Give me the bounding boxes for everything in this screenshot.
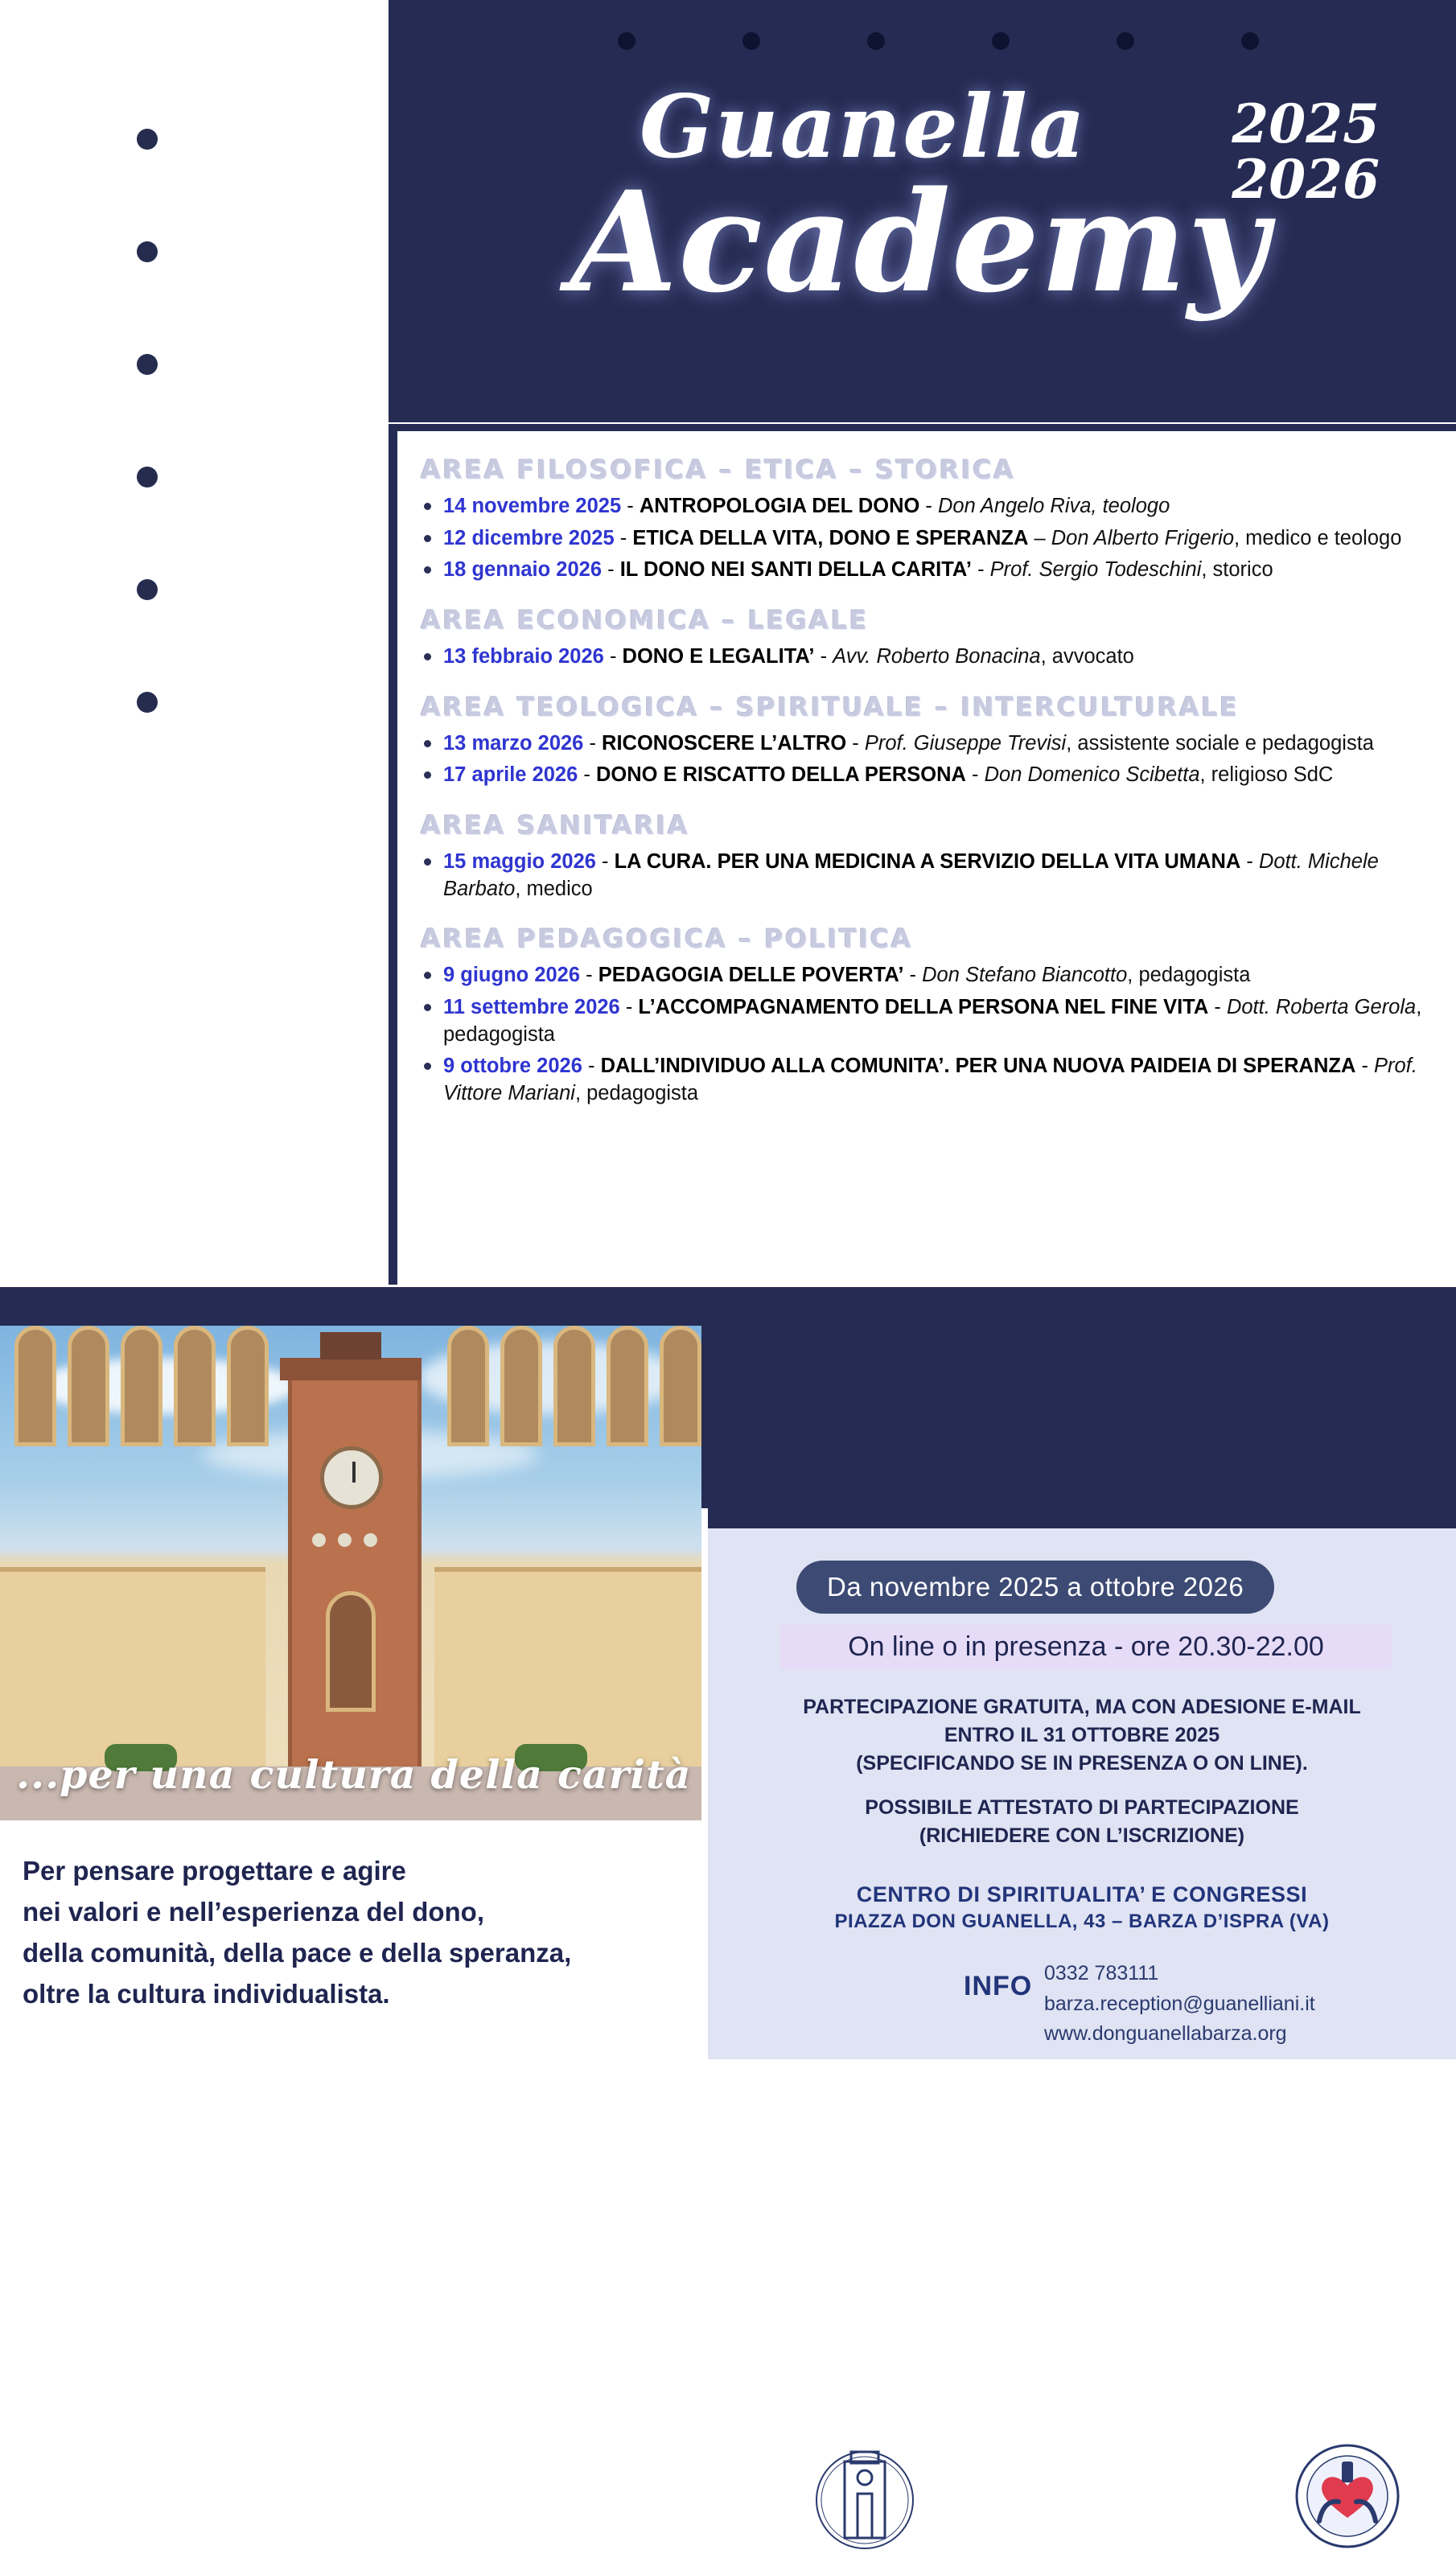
certificate-line-2: (RICHIEDERE CON L’ISCRIZIONE) <box>919 1824 1245 1847</box>
session-title: DALL’INDIVIDUO ALLA COMUNITA’. PER UNA NUOVA PAIDEIA DI SPERANZA <box>600 1055 1356 1078</box>
session-speaker: Prof. Giuseppe Trevisi <box>864 731 1067 755</box>
building-left-wing <box>0 1567 265 1773</box>
mode-and-time: On line o in presenza - ore 20.30-22.00 <box>780 1625 1392 1669</box>
decorative-dot <box>618 32 635 50</box>
arcade-arch <box>607 1326 648 1446</box>
session-list <box>414 849 1452 903</box>
session-date: 18 gennaio 2026 <box>443 558 603 582</box>
contact-email[interactable]: barza.reception@guanelliani.it <box>1044 1992 1315 2015</box>
decorative-dot <box>867 32 885 50</box>
program-area-block <box>414 692 1452 789</box>
tower-top <box>280 1358 422 1380</box>
slogan-line-3: della comunità, della pace e della speranza, <box>23 1938 572 1968</box>
left-dot-column <box>121 129 185 772</box>
session-item: 9 ottobre 2026 - DALL’INDIVIDUO ALLA COMUNITA’. PER UNA NUOVA PAIDEIA DI SPERANZA - Prof. Vittore Mariani, pedagogista <box>414 1053 1452 1107</box>
program-area-title: AREA SANITARIA <box>421 809 690 841</box>
session-item: 18 gennaio 2026 - IL DONO NEI SANTI DELLA CARITA’ - Prof. Sergio Todeschini, storico <box>414 557 1452 584</box>
session-list <box>414 493 1452 584</box>
certificate-block <box>708 1794 1456 1850</box>
photo-caption: ...per una cultura della carità <box>16 1751 692 1798</box>
session-title: DONO E LEGALITA’ <box>622 644 815 668</box>
arcade-arch <box>68 1326 109 1446</box>
contact-website[interactable]: www.donguanellabarza.org <box>1044 2022 1287 2045</box>
guanella-academy-logo-icon <box>1295 2444 1400 2548</box>
decorative-dot <box>137 354 158 375</box>
arcade-arch <box>447 1326 489 1446</box>
session-date: 12 dicembre 2025 <box>443 526 615 549</box>
session-item: 17 aprile 2026 - DONO E RISCATTO DELLA PERSONA - Don Domenico Scibetta, religioso SdC <box>414 762 1452 789</box>
decorative-dot <box>742 32 760 50</box>
decorative-dot <box>137 692 158 713</box>
session-speaker: Prof. Vittore Mariani <box>443 1055 1417 1104</box>
decorative-dot <box>137 241 158 262</box>
session-date: 13 marzo 2026 <box>443 731 584 755</box>
session-list <box>414 962 1452 1107</box>
poster-header-band <box>389 0 1456 422</box>
info-panel <box>708 1528 1456 2059</box>
participation-line-2: ENTRO IL 31 OTTOBRE 2025 <box>944 1724 1220 1746</box>
program-area-block <box>414 454 1452 584</box>
session-speaker-role: , pedagogista <box>1127 964 1251 987</box>
decorative-dot <box>137 129 158 150</box>
decorative-dot <box>992 32 1010 50</box>
session-item: 14 novembre 2025 - ANTROPOLOGIA DEL DONO - Don Angelo Riva, teologo <box>414 493 1452 520</box>
session-date: 15 maggio 2026 <box>443 849 596 873</box>
session-title: RICONOSCERE L’ALTRO <box>602 731 847 755</box>
brand-year-from: 2025 <box>1232 93 1380 155</box>
session-speaker-role: , religioso SdC <box>1199 763 1334 787</box>
info-label: INFO <box>964 1971 1033 2001</box>
contact-details <box>1044 1959 1315 2050</box>
session-speaker: Don Angelo Riva, teologo <box>938 495 1170 517</box>
slogan-line-2: nei valori e nell’esperienza del dono, <box>23 1897 485 1927</box>
decorative-dot <box>137 579 158 600</box>
session-item: 12 dicembre 2025 - ETICA DELLA VITA, DONO E SPERANZA – Don Alberto Frigerio, medico e teologo <box>414 525 1452 553</box>
brand-title-line1: Guanella <box>640 76 1087 178</box>
session-title: LA CURA. PER UNA MEDICINA A SERVIZIO DELLA VITA UMANA <box>614 849 1241 873</box>
session-speaker-role: , medico <box>515 877 593 900</box>
decorative-dot <box>1117 32 1134 50</box>
session-item: 11 settembre 2026 - L’ACCOMPAGNAMENTO DELLA PERSONA NEL FINE VITA - Dott. Roberta Gerola, pedagogista <box>414 994 1452 1048</box>
clock-tower <box>288 1376 422 1774</box>
clock-face-icon <box>320 1446 383 1509</box>
arcade-arch <box>227 1326 269 1446</box>
session-speaker-role: , assistente sociale e pedagogista <box>1066 731 1374 755</box>
contact-phone[interactable]: 0332 783111 <box>1044 1962 1159 1984</box>
session-speaker: Prof. Sergio Todeschini <box>989 558 1202 582</box>
brand-years <box>1232 93 1380 212</box>
building-photo <box>0 1326 701 1820</box>
tower-ornament-dot <box>338 1533 352 1547</box>
program-list <box>414 454 1452 1129</box>
session-speaker: Don Alberto Frigerio <box>1051 526 1234 549</box>
arcade-arch <box>121 1326 162 1446</box>
session-speaker: Don Stefano Biancotto <box>922 964 1128 987</box>
tower-doorway <box>326 1591 376 1712</box>
arcade-arch <box>174 1326 216 1446</box>
arcade-arch <box>14 1326 56 1446</box>
session-list <box>414 644 1452 671</box>
casa-don-guanella-crest-icon <box>812 2437 917 2550</box>
header-dot-row <box>389 16 1456 48</box>
session-title: L’ACCOMPAGNAMENTO DELLA PERSONA NEL FINE VITA <box>638 995 1209 1018</box>
session-date: 14 novembre 2025 <box>443 495 622 517</box>
bottom-navy-right-block <box>708 1287 1456 1528</box>
tower-ornament-dot <box>312 1533 326 1547</box>
brand-year-to: 2026 <box>1232 148 1380 212</box>
brand-title-line2: Academy <box>570 160 1269 323</box>
program-area-block <box>414 605 1452 671</box>
tower-ornament-dot <box>364 1533 377 1547</box>
arcade-arch <box>553 1326 595 1446</box>
session-title: DONO E RISCATTO DELLA PERSONA <box>595 763 966 787</box>
left-vertical-bar <box>389 424 397 1285</box>
session-speaker-role: , medico e teologo <box>1234 526 1402 549</box>
session-item: 13 marzo 2026 - RICONOSCERE L’ALTRO - Prof. Giuseppe Trevisi, assistente sociale e pedagogista <box>414 730 1452 758</box>
program-area-title: AREA PEDAGOGICA – POLITICA <box>421 923 913 955</box>
session-speaker: Avv. Roberto Bonacina <box>833 644 1041 668</box>
session-list <box>414 730 1452 789</box>
session-date: 13 febbraio 2026 <box>443 644 604 668</box>
session-speaker-role: , storico <box>1201 558 1273 582</box>
certificate-line-1: POSSIBILE ATTESTATO DI PARTECIPAZIONE <box>865 1796 1299 1819</box>
slogan-line-4: oltre la cultura individualista. <box>23 1979 390 2009</box>
session-title: PEDAGOGIA DELLE POVERTA’ <box>598 964 904 987</box>
program-area-title: AREA FILOSOFICA – ETICA – STORICA <box>421 454 1016 485</box>
session-speaker-role: , pedagogista <box>574 1081 699 1104</box>
participation-line-1: PARTECIPAZIONE GRATUITA, MA CON ADESIONE E-MAIL <box>803 1696 1361 1718</box>
program-area-block <box>414 923 1452 1107</box>
decorative-dot <box>137 467 158 487</box>
venue-name: CENTRO DI SPIRITUALITA’ E CONGRESSI <box>856 1882 1308 1906</box>
poster-bottom-section <box>0 1287 1456 2059</box>
program-area-title: AREA ECONOMICA – LEGALE <box>421 604 870 635</box>
venue-address: PIAZZA DON GUANELLA, 43 – BARZA D’ISPRA (VA) <box>834 1910 1330 1932</box>
header-rule <box>389 424 1456 431</box>
session-item: 9 giugno 2026 - PEDAGOGIA DELLE POVERTA’ - Don Stefano Biancotto, pedagogista <box>414 962 1452 989</box>
session-speaker: Don Domenico Scibetta <box>984 763 1200 787</box>
session-speaker-role: , pedagogista <box>443 995 1422 1046</box>
tower-crown <box>320 1332 381 1359</box>
building-right-wing <box>434 1567 701 1773</box>
session-date: 9 giugno 2026 <box>443 964 581 987</box>
session-item: 13 febbraio 2026 - DONO E LEGALITA’ - Avv. Roberto Bonacina, avvocato <box>414 644 1452 671</box>
session-speaker-role: , avvocato <box>1040 644 1134 668</box>
session-speaker: Dott. Roberta Gerola <box>1226 995 1417 1018</box>
session-date: 11 settembre 2026 <box>443 995 620 1018</box>
arcade-arch <box>660 1326 701 1446</box>
slogan-line-1: Per pensare progettare e agire <box>23 1856 406 1886</box>
session-speaker: Dott. Michele Barbato <box>443 849 1379 900</box>
decorative-dot <box>1241 32 1259 50</box>
participation-line-3: (SPECIFICANDO SE IN PRESENZA O ON LINE). <box>856 1752 1308 1775</box>
slogan-text <box>23 1850 690 2015</box>
date-range-badge: Da novembre 2025 a ottobre 2026 <box>796 1561 1274 1614</box>
session-title: ETICA DELLA VITA, DONO E SPERANZA <box>632 526 1029 549</box>
session-title: ANTROPOLOGIA DEL DONO <box>639 495 920 517</box>
participation-block <box>708 1693 1456 1778</box>
session-item: 15 maggio 2026 - LA CURA. PER UNA MEDICINA A SERVIZIO DELLA VITA UMANA - Dott. Michele Barbato, medico <box>414 849 1452 903</box>
arcade-arch <box>500 1326 542 1446</box>
session-date: 9 ottobre 2026 <box>443 1055 582 1078</box>
program-area-block <box>414 810 1452 903</box>
session-date: 17 aprile 2026 <box>443 763 578 787</box>
program-area-title: AREA TEOLOGICA – SPIRITUALE – INTERCULTURALE <box>421 691 1240 722</box>
session-title: IL DONO NEI SANTI DELLA CARITA’ <box>619 558 972 582</box>
